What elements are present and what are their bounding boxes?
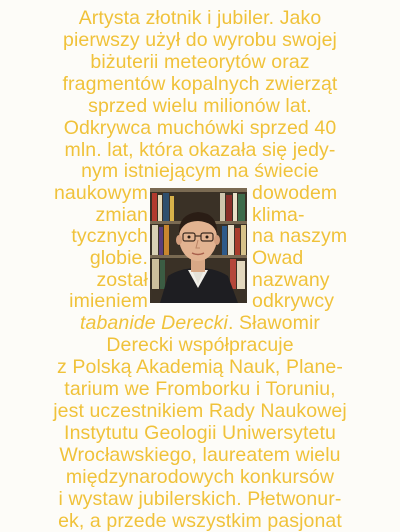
text-line [0,313,400,333]
text-line: Derecki współpracuje [106,334,294,356]
portrait-photo [150,188,247,303]
species-name: tabanide Derecki [80,312,228,334]
text-line: i wystaw jubilerskich. Płetwonur- [58,488,342,510]
text-line: ek, a przede wszystkim pasjonat [58,510,342,532]
text-line: sprzed wielu milionów lat. [88,95,312,117]
text-line: międzynarodowych konkursów [65,466,335,488]
portrait-illustration [150,188,247,303]
wrap-left: zmian [95,204,148,226]
wrap-right: dowodem [252,182,338,204]
text-line: z Polską Akademią Nauk, Plane- [57,356,343,378]
wrap-right: na naszym [252,225,348,247]
text-line: tarium we Fromborku i Toruniu, [64,378,336,400]
wrap-right: Owad [252,247,304,269]
text-line: Odkrywca muchówki sprzed 40 [63,117,337,139]
text-line: jest uczestnikiem Rady Naukowej [53,400,347,422]
text-line: biżuterii meteorytów oraz [90,51,310,73]
wrap-right: klima- [252,204,305,226]
wrap-left: został [96,269,148,291]
text-line: fragmentów kopalnych zwierząt [62,73,338,95]
text-line: Instytutu Geologii Uniwersytetu [64,422,336,444]
wrap-right: nazwany [252,269,330,291]
text-line: mln. lat, która okazała się jedy- [64,139,336,161]
wrap-right: odkrywcy [252,290,335,312]
text-line: Artysta złotnik i jubiler. Jako [78,7,322,29]
text-fragment: . Sławomir [227,312,320,334]
text-line: pierwszy użył do wyrobu swojej [63,29,337,51]
wrap-left: naukowym [53,182,148,204]
wrap-left: globie. [89,247,148,269]
wrap-left: tycznych [71,225,148,247]
wrap-left: imieniem [69,290,148,312]
text-line: Wrocławskiego, laureatem wielu [59,444,341,466]
text-line: nym istniejącym na świecie [81,160,319,182]
